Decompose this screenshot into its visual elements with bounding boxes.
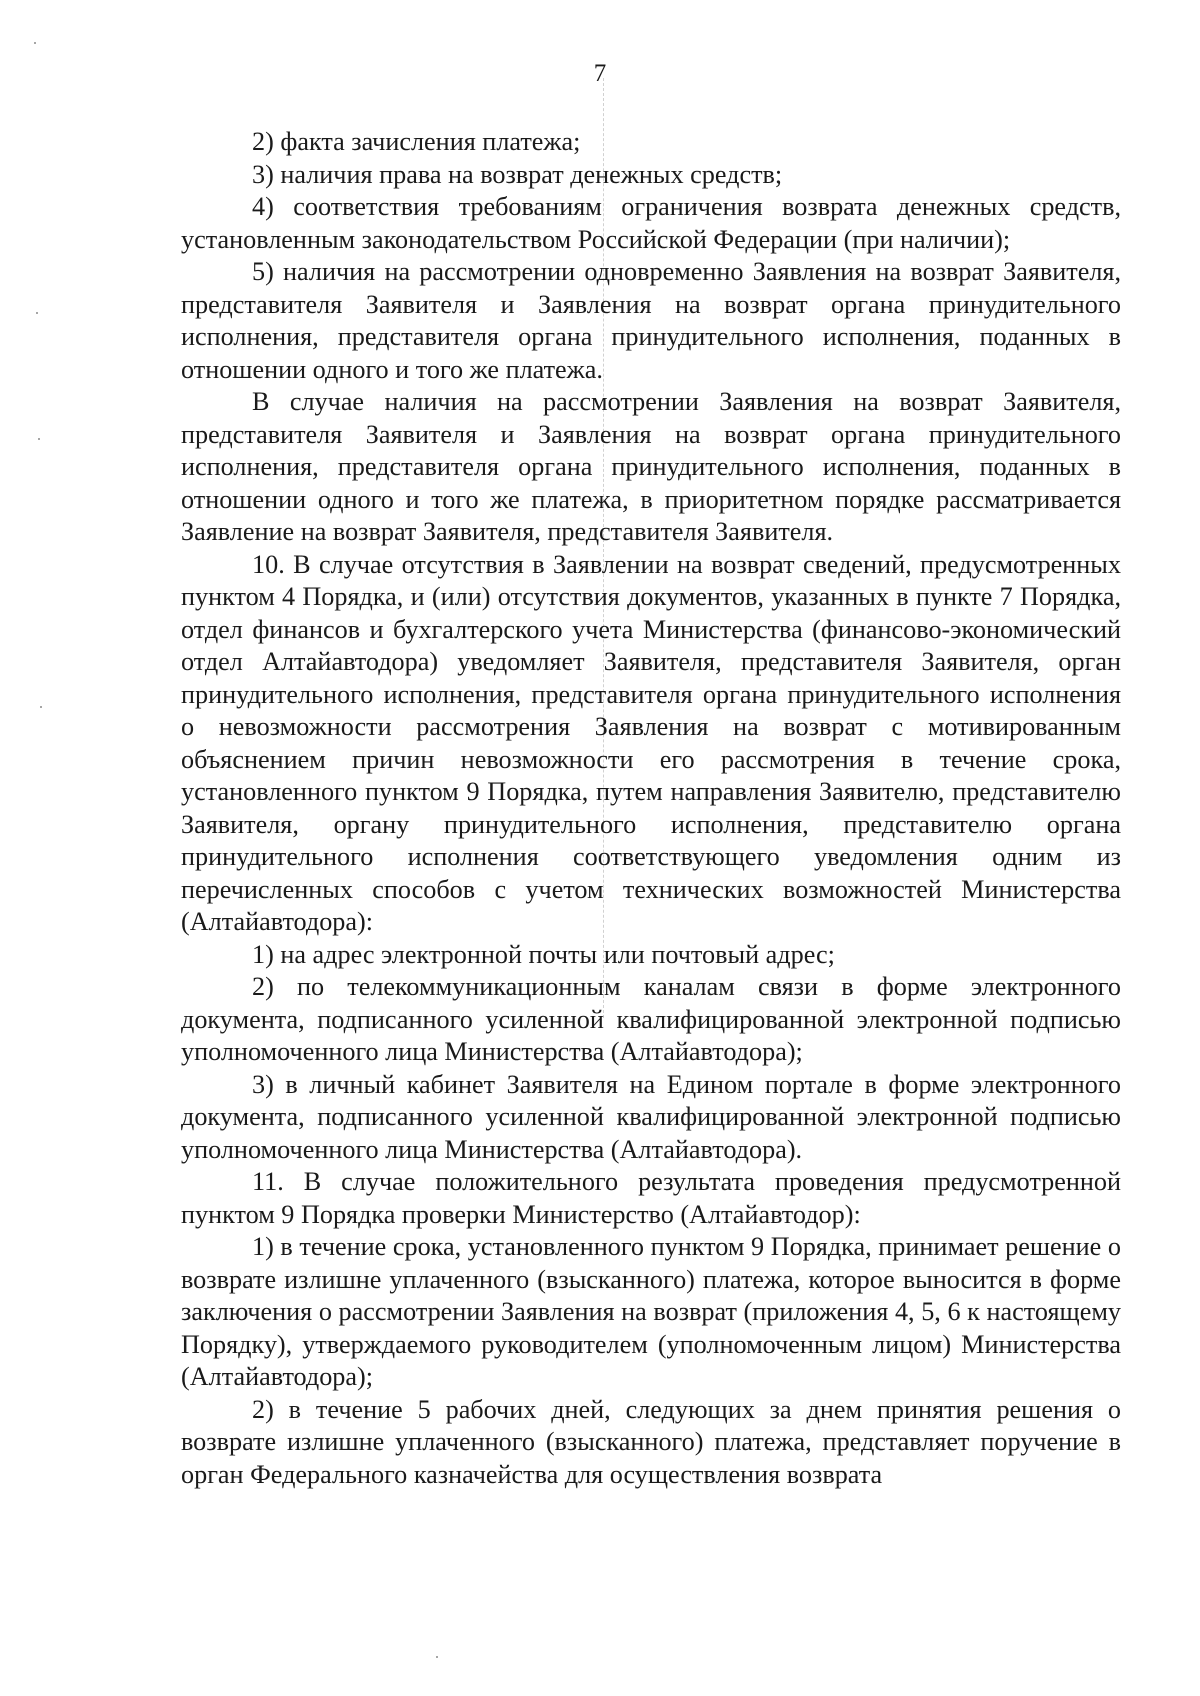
scan-speck bbox=[38, 438, 40, 440]
scan-speck bbox=[40, 706, 42, 708]
list-item-email-or-post: 1) на адрес электронной почты или почтовый адрес; bbox=[252, 939, 835, 969]
list-item-treasury-order: 2) в течение 5 рабочих дней, следующих за днем принятия решения о возврате излишне уплаченного (взысканного) платежа, представляет поручение в орган Федерального казначейства для осуществления возврата bbox=[181, 1394, 1121, 1489]
list-item-legal-restrictions: 4) соответствия требованиям ограничения возврата денежных средств, установленным законодательством Российской Федерации (при наличии); bbox=[181, 192, 1121, 254]
page-number: 7 bbox=[593, 60, 607, 87]
list-item-refund-right: 3) наличия права на возврат денежных средств; bbox=[252, 159, 783, 189]
paragraph-priority-rule: В случае наличия на рассмотрении Заявления на возврат Заявителя, представителя Заявителя и Заявления на возврат органа принудительного исполнения, представителя органа принудительного исполнения, поданных в отношении одного и того же платежа, в приоритетном порядке рассматривается Заявление на возврат Заявителя, представителя Заявителя. bbox=[181, 387, 1121, 546]
scan-speck bbox=[36, 312, 38, 314]
list-item-personal-account: 3) в личный кабинет Заявителя на Едином портале в форме электронного документа, подписанного усиленной квалифицированной электронной подписью уполномоченного лица Министерства (Алтайавтодора). bbox=[181, 1069, 1121, 1164]
list-item-concurrent-applications: 5) наличия на рассмотрении одновременно Заявления на возврат Заявителя, представителя Заявителя и Заявления на возврат органа принудительного исполнения, представителя органа принудительного исполнения, поданных в отношении одного и того же платежа. bbox=[181, 257, 1121, 384]
scan-speck bbox=[34, 42, 36, 44]
clause-10: 10. В случае отсутствия в Заявлении на возврат сведений, предусмотренных пунктом 4 Порядка, и (или) отсутствия документов, указанных в пункте 7 Порядка, отдел финансов и бухгалтерского учета Министерства (финансово-экономический отдел Алтайавтодора) уведомляет Заявителя, представителя Заявителя, орган принудительного исполнения, представителя органа принудительного исполнения о невозможности рассмотрения Заявления на возврат с мотивированным объяснением причин невозможности его рассмотрения в течение срока, установленного пунктом 9 Порядка, путем направления Заявителю, представителю Заявителя, органу принудительного исполнения, представителю органа принудительного исполнения соответствующего уведомления одним из перечисленных способов с учетом технических возможностей Министерства (Алтайавтодора): bbox=[181, 549, 1121, 936]
list-item-payment-credited: 2) факта зачисления платежа; bbox=[252, 127, 581, 156]
list-item-refund-decision: 1) в течение срока, установленного пунктом 9 Порядка, принимает решение о возврате излишне уплаченного (взысканного) платежа, которое выносится в форме заключения о рассмотрении Заявления на возврат (приложения 4, 5, 6 к настоящему Порядку), утверждаемого руководителем (уполномоченным лицом) Министерства (Алтайавтодора); bbox=[181, 1232, 1121, 1391]
list-item-telecom-channels: 2) по телекоммуникационным каналам связи в форме электронного документа, подписанного усиленной квалифицированной электронной подписью уполномоченного лица Министерства (Алтайавтодора); bbox=[181, 972, 1121, 1066]
clause-11: 11. В случае положительного результата проведения предусмотренной пунктом 9 Порядка проверки Министерство (Алтайавтодор): bbox=[181, 1167, 1121, 1229]
scan-speck bbox=[436, 1656, 438, 1658]
document-body bbox=[181, 126, 1121, 1491]
